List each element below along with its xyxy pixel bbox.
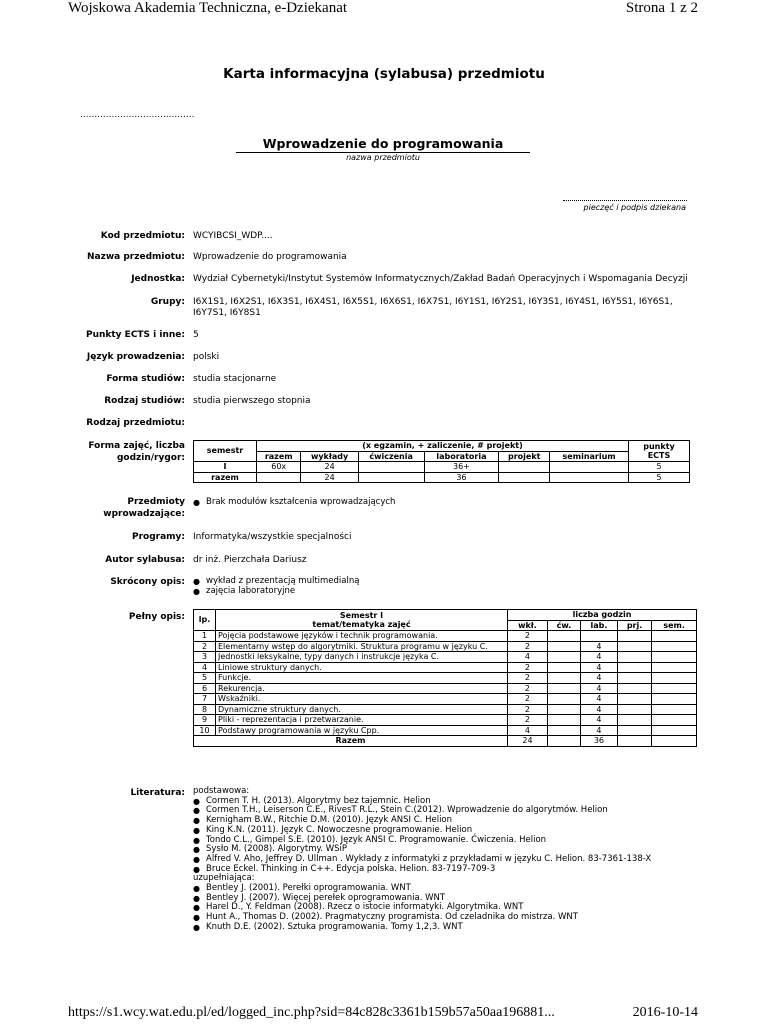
cell-temat: Rekurencja. — [216, 683, 508, 694]
grupy-value: I6X1S1, I6X2S1, I6X3S1, I6X4S1, I6X5S1, I6X6S1, I6X7S1, I6Y1S1, I6Y2S1, I6Y3S1, I6Y4S1, I6Y5S1, I6Y6S1, I6Y7S1, I6Y8S1 — [193, 297, 673, 318]
kod-value: WCYIBCSI_WDP.... — [193, 231, 273, 241]
th-wkl: wkł. — [508, 620, 548, 631]
cell-sem — [550, 462, 629, 473]
th-razem: razem — [257, 451, 301, 462]
autor-label: Autor sylabusa: — [105, 555, 185, 565]
forma-studiow-label: Forma studiów: — [106, 374, 185, 384]
cell-wkl: 2 — [508, 694, 548, 705]
th-ects: punkty ECTS — [629, 441, 690, 462]
total-prj — [617, 736, 651, 747]
course-name: Wprowadzenie do programowania — [236, 136, 530, 153]
total-sem — [652, 736, 697, 747]
cell-proj — [499, 472, 550, 483]
jezyk-value: polski — [193, 352, 220, 362]
cell-prj — [617, 641, 651, 652]
cell-lab: 4 — [581, 683, 618, 694]
cell-temat: Elementarny wstęp do algorytmiki. Struktura programu w języku C. — [216, 641, 508, 652]
table-row — [194, 631, 697, 642]
grupy-label: Grupy: — [150, 297, 185, 307]
page-number: Strona 1 z 2 — [625, 0, 698, 16]
forma-zajec-label — [88, 440, 185, 464]
przedmioty-label — [103, 496, 185, 520]
table-row — [194, 462, 690, 473]
table-row — [194, 673, 697, 684]
total-lab: 36 — [581, 736, 618, 747]
autor-value: dr inż. Pierzchała Dariusz — [193, 555, 307, 565]
przedmioty-label-line2: wprowadzające: — [103, 509, 185, 519]
cell-prj — [617, 715, 651, 726]
list-item: ● Bruce Eckel. Thinking in C++. Edycja polska. Helion. 83-7197-709-3 — [193, 865, 713, 875]
jednostka-label: Jednostka: — [131, 274, 185, 284]
cell-sem — [550, 472, 629, 483]
table-row — [194, 694, 697, 705]
cell-temat: Pojęcia podstawowe języków i technik programowania. — [216, 631, 508, 642]
footer-date: 2016-10-14 — [632, 1005, 698, 1020]
list-item: ● Tondo C.L., Gimpel S.E. (2010). Język ANSI C. Programowanie. Ćwiczenia. Helion — [193, 836, 713, 846]
th-seminarium: seminarium — [550, 451, 629, 462]
cell-wyk: 24 — [301, 462, 358, 473]
rodzaj-studiow-label: Rodzaj studiów: — [104, 396, 185, 406]
cell-razem — [257, 472, 301, 483]
cell-cw — [358, 462, 424, 473]
cell-cw — [547, 641, 580, 652]
total-row — [194, 736, 697, 747]
cell-cw — [547, 694, 580, 705]
list-item: ● King K.N. (2011). Język C. Nowoczesne programowanie. Helion — [193, 826, 713, 836]
cell-lp: 9 — [194, 715, 216, 726]
stamp-caption: pieczęć i podpis dziekana — [583, 203, 686, 212]
cell-lp: 4 — [194, 662, 216, 673]
cell-wyk: 24 — [301, 472, 358, 483]
programy-label: Programy: — [131, 532, 185, 542]
cell-temat: Dynamiczne struktury danych. — [216, 704, 508, 715]
cell-lp: 3 — [194, 652, 216, 663]
pelny-opis-table — [193, 609, 697, 747]
table-row — [194, 662, 697, 673]
cell-cw — [547, 683, 580, 694]
cell-wkl: 2 — [508, 662, 548, 673]
th-wyklady: wykłady — [301, 451, 358, 462]
cell-temat: Jednostki leksykalne, typy danych i instrukcje języka C. — [216, 652, 508, 663]
table-row — [194, 704, 697, 715]
forma-zajec-label-line2: godzin/rygor: — [116, 453, 185, 463]
programy-value: Informatyka/wszystkie specjalności — [193, 532, 352, 542]
th-temat — [216, 610, 508, 631]
cell-lab: 4 — [581, 662, 618, 673]
cell-prj — [617, 704, 651, 715]
cell-ects: 5 — [629, 472, 690, 483]
cell-sem — [652, 652, 697, 663]
cell-wkl: 2 — [508, 673, 548, 684]
cell-temat: Wskaźniki. — [216, 694, 508, 705]
cell-temat: Funkcje. — [216, 673, 508, 684]
list-item: ● Cormen T.H., Leiserson C.E., RivesT R.L., Stein C.(2012). Wprowadzenie do algorytmów. Helion — [193, 806, 713, 816]
cell-cw — [358, 472, 424, 483]
total-wkl: 24 — [508, 736, 548, 747]
cell-cw — [547, 715, 580, 726]
cell-cw — [547, 631, 580, 642]
nazwa-label: Nazwa przedmiotu: — [87, 252, 185, 262]
skrocony-label: Skrócony opis: — [110, 577, 185, 587]
cell-lp: 1 — [194, 631, 216, 642]
th-laboratoria: laboratoria — [424, 451, 499, 462]
table-row — [194, 725, 697, 736]
cell-lab: 4 — [581, 673, 618, 684]
cell-wkl: 4 — [508, 725, 548, 736]
list-item: ● Kernigham B.W., Ritchie D.M. (2010). Język ANSI C. Helion — [193, 816, 713, 826]
cell-wkl: 2 — [508, 631, 548, 642]
list-item: ● Bentley J. (2007). Więcej perełek oprogramowania. WNT — [193, 894, 713, 904]
cell-wkl: 2 — [508, 704, 548, 715]
nazwa-value: Wprowadzenie do programowania — [193, 252, 347, 262]
table-row — [194, 715, 697, 726]
table-row — [194, 652, 697, 663]
th-group: (x egzamin, + zaliczenie, # projekt) — [257, 441, 629, 452]
cell-lab: 4 — [581, 715, 618, 726]
cell-lab: 4 — [581, 641, 618, 652]
uzupelniajaca-label: uzupełniająca: — [193, 873, 255, 884]
cell-sem — [652, 641, 697, 652]
document-title: Karta informacyjna (sylabusa) przedmiotu — [223, 66, 545, 82]
cell-lp: 2 — [194, 641, 216, 652]
list-item: ● Brak modułów kształcenia wprowadzających — [193, 498, 395, 508]
cell-prj — [617, 631, 651, 642]
page-header-title: Wojskowa Akademia Techniczna, e-Dziekanat — [68, 0, 348, 16]
th-prj: prj. — [617, 620, 651, 631]
table-row — [194, 641, 697, 652]
literatura — [193, 787, 713, 933]
table-row — [194, 472, 690, 483]
cell-prj — [617, 662, 651, 673]
cell-lab: 36+ — [424, 462, 499, 473]
total-cw — [547, 736, 580, 747]
cell-temat: Liniowe struktury danych. — [216, 662, 508, 673]
przedmioty-label-line1: Przedmioty — [127, 497, 185, 507]
cell-lp: 7 — [194, 694, 216, 705]
total-label: Razem — [194, 736, 508, 747]
cell-prj — [617, 683, 651, 694]
list-item: ● Harel D., Y. Feldman (2008). Rzecz o istocie informatyki. Algorytmika. WNT — [193, 903, 713, 913]
list-item: ● Knuth D.E. (2002). Sztuka programowania. Tomy 1,2,3. WNT — [193, 923, 713, 933]
podstawowa-list — [193, 797, 713, 875]
th-temat-line2: temat/tematyka zajęć — [312, 620, 411, 629]
cell-prj — [617, 652, 651, 663]
th-cwiczenia: ćwiczenia — [358, 451, 424, 462]
rodzaj-przedmiotu-label: Rodzaj przedmiotu: — [86, 418, 185, 428]
cell-temat: Podstawy programowania w języku Cpp. — [216, 725, 508, 736]
cell-sem — [652, 704, 697, 715]
list-item: ● Cormen T. H. (2013). Algorytmy bez tajemnic. Helion — [193, 797, 713, 807]
cell-wkl: 4 — [508, 652, 548, 663]
cell-sem: I — [194, 462, 257, 473]
cell-lp: 8 — [194, 704, 216, 715]
cell-sem — [652, 715, 697, 726]
cell-temat: Pliki - reprezentacja i przetwarzanie. — [216, 715, 508, 726]
table-row — [194, 683, 697, 694]
footer-url: https://s1.wcy.wat.edu.pl/ed/logged_inc.php?sid=84c828c3361b159b57a50aa196881... — [68, 1005, 555, 1020]
cell-sem — [652, 673, 697, 684]
przedmioty-list — [193, 498, 395, 508]
cell-lab: 4 — [581, 652, 618, 663]
cell-lp: 6 — [194, 683, 216, 694]
forma-zajec-label-line1: Forma zajęć, liczba — [88, 441, 185, 451]
dotted-line: ........................................ — [80, 110, 195, 120]
cell-cw — [547, 652, 580, 663]
ects-label: Punkty ECTS i inne: — [85, 330, 185, 340]
skrocony-list — [193, 577, 359, 596]
pelny-label: Pełny opis: — [128, 612, 185, 622]
cell-lp: 5 — [194, 673, 216, 684]
list-item: ● Sysło M. (2008). Algorytmy. WSiP — [193, 845, 713, 855]
th-lp: lp. — [194, 610, 216, 631]
cell-sem — [652, 694, 697, 705]
cell-razem: 60x — [257, 462, 301, 473]
cell-prj — [617, 673, 651, 684]
cell-lab: 4 — [581, 725, 618, 736]
podstawowa-label: podstawowa: — [193, 786, 250, 796]
forma-studiow-value: studia stacjonarne — [193, 374, 277, 384]
rodzaj-studiow-value: studia pierwszego stopnia — [193, 396, 311, 406]
cell-wkl: 2 — [508, 715, 548, 726]
course-name-caption: nazwa przedmiotu — [346, 153, 420, 162]
cell-prj — [617, 694, 651, 705]
list-item: ● Alfred V. Aho, Jeffrey D. Ullman . Wykłady z informatyki z przykładami w języku C. Helion. 83-7361-138-X — [193, 855, 713, 865]
cell-sem — [652, 631, 697, 642]
cell-lab: 4 — [581, 694, 618, 705]
cell-wkl: 2 — [508, 641, 548, 652]
cell-sem — [652, 662, 697, 673]
th-projekt: projekt — [499, 451, 550, 462]
th-lab: lab. — [581, 620, 618, 631]
th-cw: ćw. — [547, 620, 580, 631]
cell-cw — [547, 725, 580, 736]
cell-lp: 10 — [194, 725, 216, 736]
cell-lab — [581, 631, 618, 642]
th-liczba-godzin: liczba godzin — [508, 610, 697, 621]
list-item: ● Bentley J. (2001). Perełki oprogramowania. WNT — [193, 884, 713, 894]
th-temat-line1: Semestr I — [339, 610, 384, 620]
cell-wkl: 2 — [508, 683, 548, 694]
th-semestr: semestr — [194, 441, 257, 462]
cell-ects: 5 — [629, 462, 690, 473]
jednostka-value: Wydział Cybernetyki/Instytut Systemów Informatycznych/Zakład Badań Operacyjnych i Wspomagania Decyzji — [193, 274, 688, 284]
uzupelniajaca-list — [193, 884, 713, 933]
literatura-label: Literatura: — [130, 788, 185, 798]
list-item: ● Hunt A., Thomas D. (2002). Pragmatyczny programista. Od czeladnika do mistrza. WNT — [193, 913, 713, 923]
cell-proj — [499, 462, 550, 473]
cell-lab: 36 — [424, 472, 499, 483]
cell-sem — [652, 683, 697, 694]
stamp-line — [563, 200, 687, 201]
cell-sem: razem — [194, 472, 257, 483]
cell-cw — [547, 673, 580, 684]
cell-cw — [547, 704, 580, 715]
th-sem: sem. — [652, 620, 697, 631]
list-item: ● wykład z prezentacją multimedialną — [193, 577, 359, 587]
kod-label: Kod przedmiotu: — [100, 231, 185, 241]
cell-cw — [547, 662, 580, 673]
forma-zajec-table — [193, 440, 690, 483]
jezyk-label: Język prowadzenia: — [86, 352, 185, 362]
cell-lab: 4 — [581, 704, 618, 715]
list-item: ● zajęcia laboratoryjne — [193, 587, 359, 597]
cell-sem — [652, 725, 697, 736]
ects-value: 5 — [193, 330, 199, 340]
cell-prj — [617, 725, 651, 736]
